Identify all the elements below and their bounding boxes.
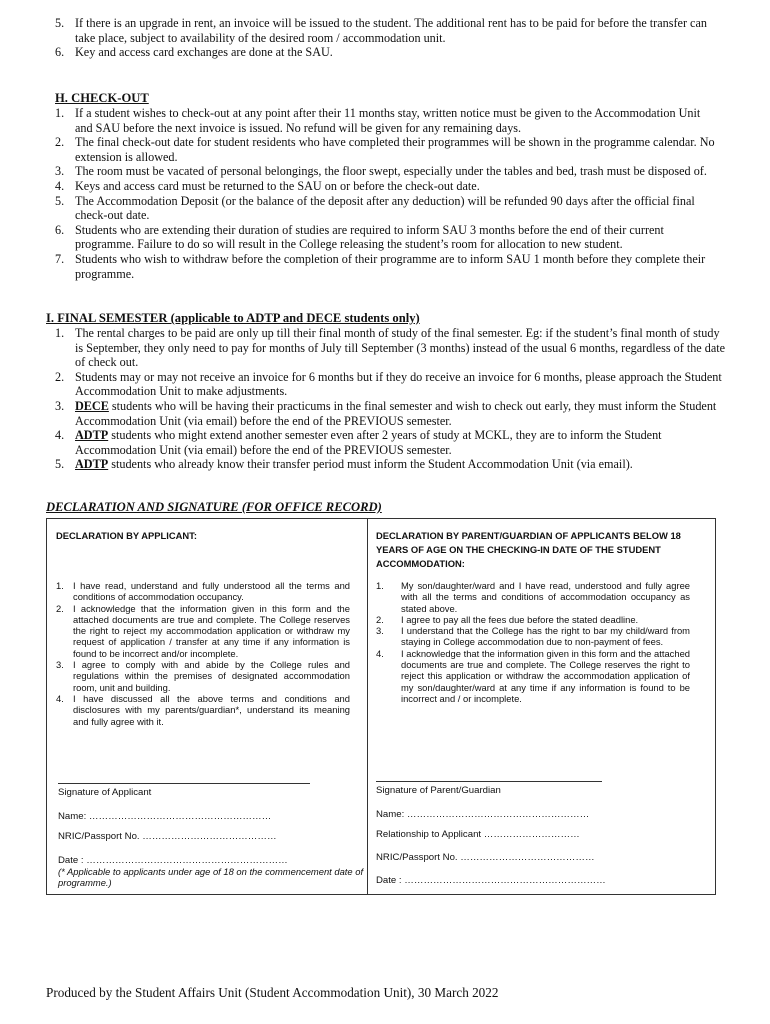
footer-credit: Produced by the Student Affairs Unit (Student Accommodation Unit), 30 March 2022 [46, 985, 499, 1000]
list-item-text: I agree to pay all the fees due before the stated deadline. [401, 613, 639, 625]
list-item-text: I have read, understand and fully understood all the terms and conditions of accommodation occupancy. [73, 580, 350, 603]
section-final-semester [46, 311, 726, 472]
guardian-name-field[interactable]: Name: ………………………………………………… [376, 809, 590, 820]
list-item: 2. The final check-out date for student residents who have completed their programmes will be shown in the programme calendar. No extension is allowed. [55, 135, 715, 164]
guardian-date-field[interactable]: Date : ……………………………………………………… [376, 875, 606, 886]
guardian-nric-field[interactable]: NRIC/Passport No. …………………………………… [376, 852, 595, 863]
list-item-text: The rental charges to be paid are only up till their final month of study of the final semester. Eg: if the student’s final month of study is September, they only need to pay for months of July till September (3 months) instead of the usual 6 months, regardless of the date of check out. [75, 326, 726, 370]
list-item: 2. I agree to pay all the fees due before the stated deadline. [376, 613, 639, 625]
list-item-text: Students who are extending their duration of studies are required to inform SAU 3 months before the end of their current programme. Failure to do so will result in the College releasing the student’s room for allocation to new student. [75, 222, 664, 252]
list-item: 4. Keys and access card must be returned to the SAU on or before the check-out date. [55, 178, 480, 193]
list-item: 1. The rental charges to be paid are only up till their final month of study of the final semester. Eg: if the student’s final month of study is September, they only need to pay for months of July till September (3 months) instead of the usual 6 months, regardless of the date of check out. [55, 326, 726, 370]
guardian-signature-line[interactable] [376, 781, 602, 782]
section-check-out [55, 91, 715, 281]
list-item: 5. The Accommodation Deposit (or the balance of the deposit after any deduction) will be refunded 90 days after the official final check-out date. [55, 193, 695, 223]
list-item-text: I agree to comply with and abide by the College rules and regulations within the premises of designated accommodation room, unit and building. [73, 659, 350, 693]
guardian-signature-label: Signature of Parent/Guardian [376, 785, 501, 796]
list-item: 4. I have discussed all the above terms and conditions and disclosures with my parents/guardian*, understand its meaning and fully agree with it. [56, 692, 350, 727]
list-item-text: I have discussed all the above terms and conditions and disclosures with my parents/guardian*, understand its meaning and fully agree with it. [73, 692, 350, 727]
list-item: 3. DECE students who will be having their practicums in the final semester and wish to check out early, they must inform the Student Accommodation Unit (via email) before the end of the PREVIOUS semester. [55, 398, 717, 428]
list-item: 5. If there is an upgrade in rent, an invoice will be issued to the student. The additional rent has to be paid for before the transfer can take place, subject to availability of the desired room / accommodation unit. [55, 16, 707, 45]
list-item-text: I acknowledge that the information given in this form and the attached documents are true and complete. The College reserves the right to reject this application or withdraw the accommodation application of my son/daughter/ward at any time if any information is found to be incorrect and / or incomplete. [401, 647, 690, 704]
section-g-continued [55, 16, 715, 60]
program-code: ADTP [75, 428, 109, 443]
list-item: 1. My son/daughter/ward and I have read, understood and fully agree with all the terms and conditions of accommodation occupancy as stated above. [376, 580, 690, 614]
list-item-text: Students who wish to withdraw before the completion of their programme are to inform SAU 1 month before they complete their programme. [75, 251, 706, 281]
list-item: 2. Students may or may not receive an invoice for 6 months but if they do receive an invoice for 6 months, please approach the Student Accommodation Unit to make adjustments. [55, 369, 722, 399]
list-item-text: The room must be vacated of personal belongings, the floor swept, especially under the tables and bed, trash must be disposed of. [75, 164, 707, 179]
list-item-text: If a student wishes to check-out at any point after their 11 months stay, written notice must be given to the Accommodation Unit and SAU before the next invoice is issued. No refund will be given for any remaining days. [75, 106, 701, 135]
list-item-text: students who will be having their practicums in the final semester and wish to check out early, they must inform the Student Accommodation Unit (via email) before the end of the PREVIOUS semester. [75, 398, 717, 428]
applicant-declaration-title: DECLARATION BY APPLICANT: [56, 530, 197, 541]
list-item-text: The Accommodation Deposit (or the balance of the deposit after any deduction) will be refunded 90 days after the official final check-out date. [75, 193, 695, 223]
list-item-text: The final check-out date for student residents who have completed their programmes will be shown in the programme calendar. No extension is allowed. [75, 135, 715, 164]
declaration-table [46, 518, 716, 895]
list-item: 1. I have read, understand and fully understood all the terms and conditions of accommodation occupancy. [56, 580, 350, 603]
applicant-signature-label: Signature of Applicant [58, 787, 152, 798]
list-item-text: Key and access card exchanges are done at the SAU. [75, 45, 333, 60]
applicant-nric-field[interactable]: NRIC/Passport No. …………………………………… [58, 831, 277, 842]
list-item-text: I acknowledge that the information given in this form and the attached documents are true and complete. The College reserves the right to reject my accommodation application or withdraw my request of application / transfer at any time if any information is found to be incorrect and/or incomplete. [73, 602, 350, 659]
section-heading: H. CHECK-OUT [55, 91, 149, 105]
list-item-text: Keys and access card must be returned to the SAU on or before the check-out date. [75, 178, 480, 193]
applicant-date-field[interactable]: Date : ……………………………………………………… [58, 855, 288, 866]
applicant-declaration [56, 519, 364, 896]
list-item: 5. ADTP students who already know their transfer period must inform the Student Accommodation Unit (via email). [55, 457, 633, 472]
applicant-age-note: (* Applicable to applicants under age of 18 on the commencement date of programme.) [58, 866, 364, 888]
list-item: 6. Students who are extending their duration of studies are required to inform SAU 3 months before the end of their current programme. Failure to do so will result in the College releasing the student’s room for allocation to new student. [55, 222, 664, 252]
list-item-text: My son/daughter/ward and I have read, understood and fully agree with all the terms and conditions of accommodation occupancy as stated above. [401, 580, 690, 614]
guardian-declaration-title: DECLARATION BY PARENT/GUARDIAN OF APPLICANTS BELOW 18 YEARS OF AGE ON THE CHECKING-IN DATE OF THE STUDENT ACCOMMODATION: [376, 530, 681, 569]
list-item: 3. I understand that the College has the right to bar my child/ward from staying in College accommodation due to non-payment of fees. [376, 625, 690, 648]
guardian-declaration [376, 519, 706, 896]
guardian-relationship-field[interactable]: Relationship to Applicant ………………………… [376, 829, 580, 840]
list-item: 7. Students who wish to withdraw before the completion of their programme are to inform SAU 1 month before they complete their programme. [55, 251, 706, 281]
list-item: 4. I acknowledge that the information given in this form and the attached documents are true and complete. The College reserves the right to reject this application or withdraw the accommodation application of my son/daughter/ward at any time if any information is found to be incorrect and / or incomplete. [376, 647, 690, 704]
program-code: ADTP [75, 457, 109, 472]
list-item: 1. If a student wishes to check-out at any point after their 11 months stay, written notice must be given to the Accommodation Unit and SAU before the next invoice is issued. No refund will be given for any remaining days. [55, 106, 701, 135]
list-item: 2. I acknowledge that the information given in this form and the attached documents are true and complete. The College reserves the right to reject my accommodation application or withdraw my request of application / transfer at any time if any information is found to be incorrect and/or incomplete. [56, 602, 350, 659]
list-item-text: students who might extend another semester even after 2 years of study at MCKL, they are to inform the Student Accommodation Unit (via email) before the end of the PREVIOUS semester. [75, 428, 662, 457]
applicant-signature-line[interactable] [58, 783, 310, 784]
applicant-name-field[interactable]: Name: ………………………………………………… [58, 811, 272, 822]
column-divider [367, 519, 368, 894]
list-item-text: students who already know their transfer period must inform the Student Accommodation Unit (via email). [108, 457, 633, 472]
list-item: 4. ADTP students who might extend another semester even after 2 years of study at MCKL, they are to inform the Student Accommodation Unit (via email) before the end of the PREVIOUS semester. [55, 428, 662, 457]
list-item-text: Students may or may not receive an invoice for 6 months but if they do receive an invoice for 6 months, please approach the Student Accommodation Unit to make adjustments. [75, 369, 722, 399]
list-item: 3. I agree to comply with and abide by the College rules and regulations within the premises of designated accommodation room, unit and building. [56, 659, 350, 693]
list-item: 6. Key and access card exchanges are done at the SAU. [55, 45, 333, 60]
program-code: DECE [75, 398, 109, 413]
list-item-text: I understand that the College has the right to bar my child/ward from staying in College accommodation due to non-payment of fees. [401, 625, 690, 648]
declaration-title: DECLARATION AND SIGNATURE (FOR OFFICE RECORD) [46, 500, 382, 514]
list-item-text: If there is an upgrade in rent, an invoice will be issued to the student. The additional rent has to be paid for before the transfer can take place, subject to availability of the desired room / accommodation unit. [75, 16, 707, 45]
section-heading: I. FINAL SEMESTER (applicable to ADTP and DECE students only) [46, 311, 420, 325]
list-item: 3. The room must be vacated of personal belongings, the floor swept, especially under the tables and bed, trash must be disposed of. [55, 164, 707, 179]
